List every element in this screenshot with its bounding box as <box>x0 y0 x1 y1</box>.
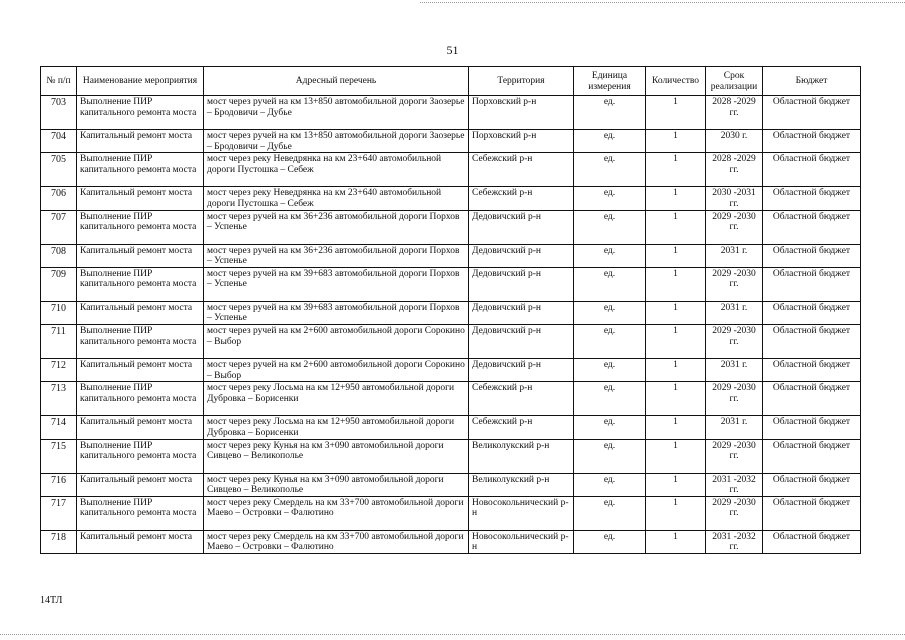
row-budget: Областной бюджет <box>763 382 861 416</box>
header-num: № п/п <box>41 67 77 96</box>
row-qty: 1 <box>646 359 706 382</box>
row-budget: Областной бюджет <box>763 439 861 473</box>
row-term: 2029 -2030 гг. <box>706 210 763 244</box>
row-address: мост через реку Смердель на км 33+700 автомобильной дороги Маево – Островки – Фалютино <box>204 496 469 530</box>
row-address: мост через ручей на км 2+600 автомобильной дороги Сорокино – Выбор <box>204 359 469 382</box>
row-territory: Дедовичский р-н <box>469 210 574 244</box>
row-address: мост через реку Лосьма на км 12+950 автомобильной дороги Дубровка – Борисенки <box>204 416 469 439</box>
row-num: 714 <box>41 416 77 439</box>
row-unit: ед. <box>574 416 646 439</box>
row-address: мост через реку Неведрянка на км 23+640 автомобильной дороги Пустошка – Себеж <box>204 187 469 210</box>
row-unit: ед. <box>574 530 646 553</box>
table-row <box>41 153 861 187</box>
table-row <box>41 187 861 210</box>
row-budget: Областной бюджет <box>763 359 861 382</box>
row-unit: ед. <box>574 267 646 301</box>
row-territory: Дедовичский р-н <box>469 359 574 382</box>
row-territory: Дедовичский р-н <box>469 267 574 301</box>
row-qty: 1 <box>646 210 706 244</box>
row-qty: 1 <box>646 153 706 187</box>
row-budget: Областной бюджет <box>763 244 861 267</box>
row-budget: Областной бюджет <box>763 473 861 496</box>
table-row <box>41 496 861 530</box>
row-num: 712 <box>41 359 77 382</box>
row-term: 2029 -2030 гг. <box>706 325 763 359</box>
row-unit: ед. <box>574 210 646 244</box>
row-name: Капитальный ремонт моста <box>77 301 204 324</box>
row-name: Выполнение ПИР капитального ремонта моста <box>77 267 204 301</box>
row-budget: Областной бюджет <box>763 96 861 130</box>
row-num: 716 <box>41 473 77 496</box>
row-territory: Дедовичский р-н <box>469 301 574 324</box>
header-qty: Количество <box>646 67 706 96</box>
row-budget: Областной бюджет <box>763 301 861 324</box>
row-qty: 1 <box>646 130 706 153</box>
row-qty: 1 <box>646 530 706 553</box>
row-address: мост через реку Смердель на км 33+700 автомобильной дороги Маево – Островки – Фалютино <box>204 530 469 553</box>
row-num: 709 <box>41 267 77 301</box>
table-header-row <box>41 67 861 96</box>
row-qty: 1 <box>646 325 706 359</box>
row-budget: Областной бюджет <box>763 130 861 153</box>
row-territory: Новосокольнический р-н <box>469 530 574 553</box>
row-term: 2029 -2030 гг. <box>706 496 763 530</box>
row-territory: Порховский р-н <box>469 96 574 130</box>
table-row <box>41 359 861 382</box>
row-address: мост через реку Неведрянка на км 23+640 автомобильной дороги Пустошка – Себеж <box>204 153 469 187</box>
row-num: 708 <box>41 244 77 267</box>
row-territory: Себежский р-н <box>469 153 574 187</box>
header-budget: Бюджет <box>763 67 861 96</box>
row-name: Выполнение ПИР капитального ремонта моста <box>77 382 204 416</box>
row-qty: 1 <box>646 187 706 210</box>
row-term: 2028 -2029 гг. <box>706 153 763 187</box>
header-address: Адресный перечень <box>204 67 469 96</box>
row-name: Капитальный ремонт моста <box>77 130 204 153</box>
row-name: Выполнение ПИР капитального ремонта моста <box>77 439 204 473</box>
row-num: 704 <box>41 130 77 153</box>
row-name: Капитальный ремонт моста <box>77 530 204 553</box>
row-address: мост через ручей на км 2+600 автомобильной дороги Сорокино – Выбор <box>204 325 469 359</box>
row-term: 2029 -2030 гг. <box>706 439 763 473</box>
header-name: Наименование мероприятия <box>77 67 204 96</box>
table-row <box>41 325 861 359</box>
row-budget: Областной бюджет <box>763 496 861 530</box>
row-unit: ед. <box>574 130 646 153</box>
row-name: Капитальный ремонт моста <box>77 187 204 210</box>
header-territory: Территория <box>469 67 574 96</box>
row-territory: Себежский р-н <box>469 382 574 416</box>
row-qty: 1 <box>646 301 706 324</box>
row-qty: 1 <box>646 382 706 416</box>
row-qty: 1 <box>646 267 706 301</box>
row-address: мост через ручей на км 36+236 автомобильной дороги Порхов – Успенье <box>204 210 469 244</box>
row-term: 2031 г. <box>706 416 763 439</box>
row-num: 703 <box>41 96 77 130</box>
row-name: Капитальный ремонт моста <box>77 473 204 496</box>
row-name: Капитальный ремонт моста <box>77 359 204 382</box>
row-unit: ед. <box>574 187 646 210</box>
row-num: 718 <box>41 530 77 553</box>
table-row <box>41 96 861 130</box>
row-name: Выполнение ПИР капитального ремонта моста <box>77 153 204 187</box>
row-num: 706 <box>41 187 77 210</box>
row-term: 2031 -2032 гг. <box>706 473 763 496</box>
table-row <box>41 301 861 324</box>
row-address: мост через реку Кунья на км 3+090 автомобильной дороги Сивцево – Великополье <box>204 439 469 473</box>
table-row <box>41 210 861 244</box>
row-unit: ед. <box>574 359 646 382</box>
row-address: мост через ручей на км 13+850 автомобильной дороги Заозерье – Бродовичи – Дубье <box>204 96 469 130</box>
row-qty: 1 <box>646 416 706 439</box>
row-budget: Областной бюджет <box>763 153 861 187</box>
row-unit: ед. <box>574 439 646 473</box>
row-address: мост через реку Кунья на км 3+090 автомобильной дороги Сивцево – Великополье <box>204 473 469 496</box>
row-budget: Областной бюджет <box>763 210 861 244</box>
table-row <box>41 416 861 439</box>
row-num: 710 <box>41 301 77 324</box>
page-number: 51 <box>446 43 459 57</box>
table-row <box>41 267 861 301</box>
row-territory: Великолукский р-н <box>469 473 574 496</box>
row-territory: Великолукский р-н <box>469 439 574 473</box>
header-unit: Единица измерения <box>574 67 646 96</box>
row-unit: ед. <box>574 244 646 267</box>
row-address: мост через ручей на км 36+236 автомобильной дороги Порхов – Успенье <box>204 244 469 267</box>
table-row <box>41 130 861 153</box>
row-qty: 1 <box>646 473 706 496</box>
row-address: мост через ручей на км 39+683 автомобильной дороги Порхов – Успенье <box>204 267 469 301</box>
row-qty: 1 <box>646 244 706 267</box>
row-name: Капитальный ремонт моста <box>77 244 204 267</box>
row-qty: 1 <box>646 96 706 130</box>
row-term: 2031 г. <box>706 301 763 324</box>
row-unit: ед. <box>574 382 646 416</box>
row-term: 2031 г. <box>706 244 763 267</box>
row-name: Выполнение ПИР капитального ремонта моста <box>77 96 204 130</box>
row-unit: ед. <box>574 496 646 530</box>
row-territory: Новосокольнический р-н <box>469 496 574 530</box>
header-term: Срок реализации <box>706 67 763 96</box>
measures-table <box>40 66 861 554</box>
row-num: 705 <box>41 153 77 187</box>
row-unit: ед. <box>574 325 646 359</box>
scan-artifact-top <box>420 2 905 4</box>
row-name: Выполнение ПИР капитального ремонта моста <box>77 210 204 244</box>
row-unit: ед. <box>574 301 646 324</box>
table-row <box>41 244 861 267</box>
table-row <box>41 382 861 416</box>
row-term: 2029 -2030 гг. <box>706 267 763 301</box>
table-row <box>41 439 861 473</box>
row-territory: Порховский р-н <box>469 130 574 153</box>
row-name: Выполнение ПИР капитального ремонта моста <box>77 325 204 359</box>
row-name: Капитальный ремонт моста <box>77 416 204 439</box>
row-num: 715 <box>41 439 77 473</box>
row-unit: ед. <box>574 153 646 187</box>
row-num: 717 <box>41 496 77 530</box>
row-term: 2030 г. <box>706 130 763 153</box>
row-territory: Дедовичский р-н <box>469 244 574 267</box>
row-qty: 1 <box>646 496 706 530</box>
row-address: мост через ручей на км 39+683 автомобильной дороги Порхов – Успенье <box>204 301 469 324</box>
row-unit: ед. <box>574 96 646 130</box>
row-address: мост через реку Лосьма на км 12+950 автомобильной дороги Дубровка – Борисенки <box>204 382 469 416</box>
scan-artifact-bottom <box>0 634 905 636</box>
row-term: 2031 г. <box>706 359 763 382</box>
row-address: мост через ручей на км 13+850 автомобильной дороги Заозерье – Бродовичи – Дубье <box>204 130 469 153</box>
row-qty: 1 <box>646 439 706 473</box>
row-term: 2029 -2030 гг. <box>706 382 763 416</box>
row-budget: Областной бюджет <box>763 267 861 301</box>
row-num: 713 <box>41 382 77 416</box>
row-budget: Областной бюджет <box>763 530 861 553</box>
table-row <box>41 473 861 496</box>
row-name: Выполнение ПИР капитального ремонта моста <box>77 496 204 530</box>
row-budget: Областной бюджет <box>763 416 861 439</box>
row-num: 711 <box>41 325 77 359</box>
row-num: 707 <box>41 210 77 244</box>
table-row <box>41 530 861 553</box>
row-budget: Областной бюджет <box>763 187 861 210</box>
row-term: 2031 -2032 гг. <box>706 530 763 553</box>
row-term: 2028 -2029 гг. <box>706 96 763 130</box>
row-budget: Областной бюджет <box>763 325 861 359</box>
row-unit: ед. <box>574 473 646 496</box>
footer-code: 14ТЛ <box>40 595 63 606</box>
row-territory: Себежский р-н <box>469 416 574 439</box>
row-territory: Дедовичский р-н <box>469 325 574 359</box>
row-territory: Себежский р-н <box>469 187 574 210</box>
row-term: 2030 -2031 гг. <box>706 187 763 210</box>
